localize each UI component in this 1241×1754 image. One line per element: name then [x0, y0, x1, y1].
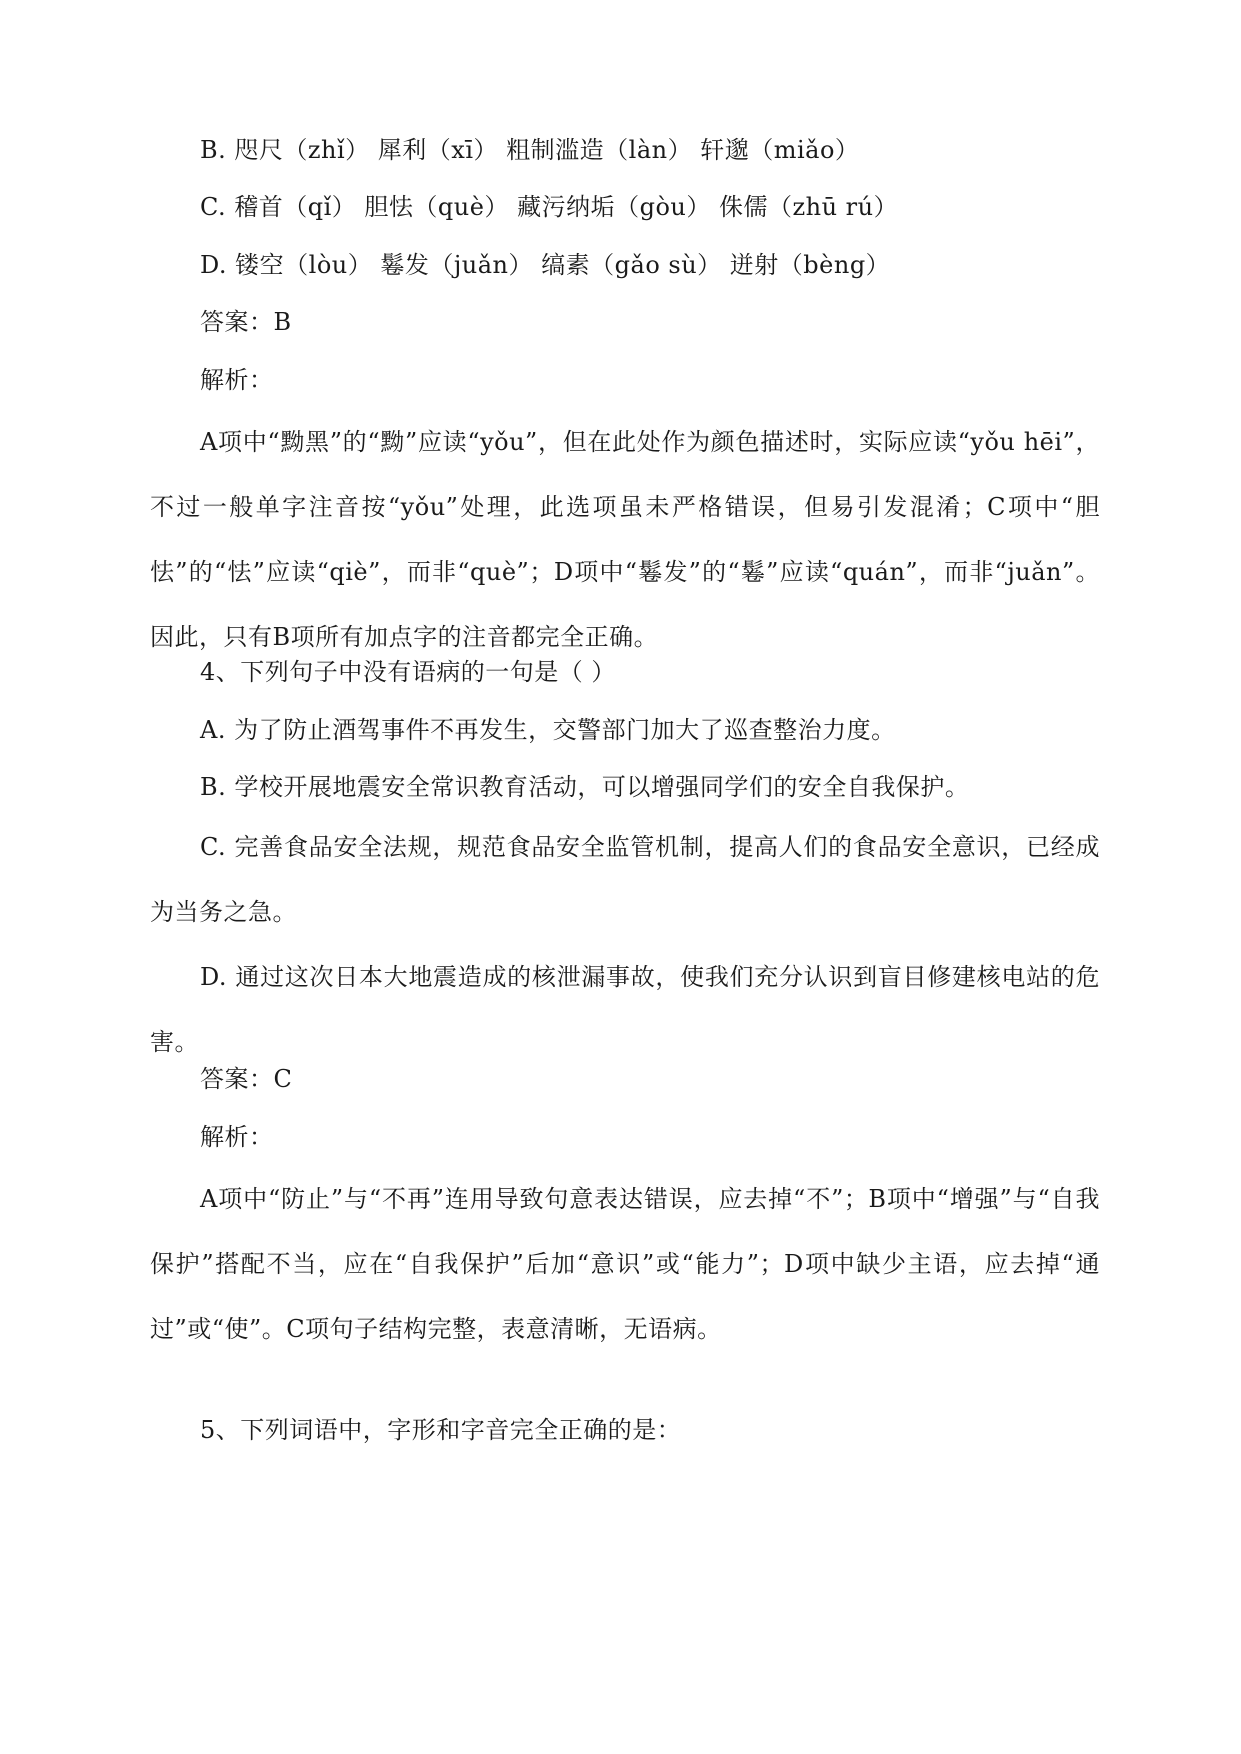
- q3-answer: 答案：B: [200, 308, 292, 336]
- q4-option-c: C. 完善食品安全法规，规范食品安全监管机制，提高人们的食品安全意识，已经成为当务之急。: [150, 833, 1100, 926]
- q4-option-d: D. 通过这次日本大地震造成的核泄漏事故，使我们充分认识到盲目修建核电站的危害。: [150, 963, 1100, 1056]
- q3-analysis-text: A项中“黝黑”的“黝”应读“yǒu”，但在此处作为颜色描述时，实际应读“yǒu hēi”，不过一般单字注音按“yǒu”处理，此选项虽未严格错误，但易引发混淆；C项中“胆怯”的“怯”应读“qiè”，而非“què”；D项中“鬈发”的“鬈”应读“quán”，而非“juǎn”。因此，只有B项所有加点字的注音都完全正确。: [150, 428, 1100, 651]
- q3-analysis-label: 解析：: [200, 366, 274, 394]
- q3-option-b: B. 咫尺（zhǐ） 犀利（xī） 粗制滥造（làn） 轩邈（miǎo）: [200, 136, 860, 164]
- q5-question-stem: 5、下列词语中，字形和字音完全正确的是：: [200, 1416, 682, 1444]
- q4-answer: 答案：C: [200, 1065, 293, 1093]
- q3-option-c: C. 稽首（qǐ） 胆怯（què） 藏污纳垢（gòu） 侏儒（zhū rú）: [200, 193, 899, 221]
- q4-analysis-text: A项中“防止”与“不再”连用导致句意表达错误，应去掉“不”；B项中“增强”与“自我保护”搭配不当，应在“自我保护”后加“意识”或“能力”；D项中缺少主语，应去掉“通过”或“使”。C项句子结构完整，表意清晰，无语病。: [150, 1185, 1100, 1343]
- q4-option-a: A. 为了防止酒驾事件不再发生，交警部门加大了巡查整治力度。: [200, 716, 896, 744]
- q4-option-b: B. 学校开展地震安全常识教育活动，可以增强同学们的安全自我保护。: [200, 773, 970, 801]
- q4-analysis-label: 解析：: [200, 1123, 274, 1151]
- q3-option-d: D. 镂空（lòu） 鬈发（juǎn） 缟素（gǎo sù） 迸射（bèng）: [200, 251, 891, 279]
- q4-question-stem: 4、下列句子中没有语病的一句是（ ）: [200, 658, 616, 686]
